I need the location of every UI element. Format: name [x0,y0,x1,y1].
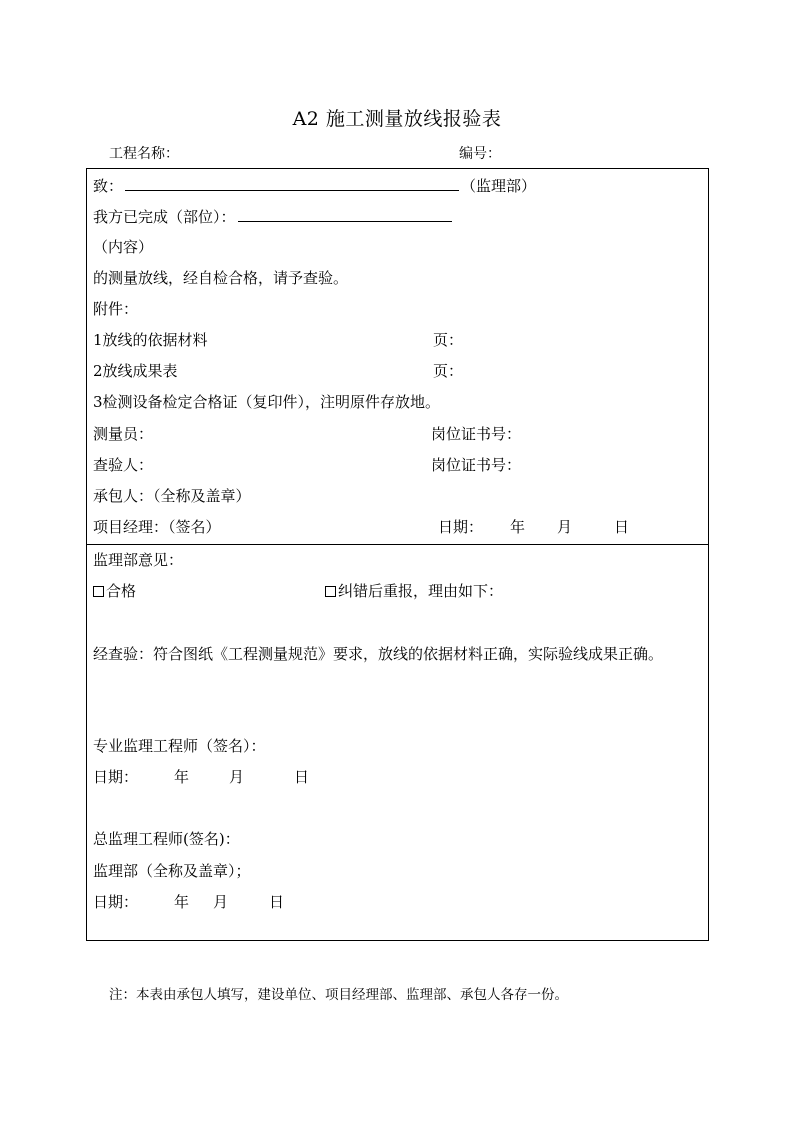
month-label: 月 [229,768,245,786]
pass-option-label: 合格 [106,582,137,600]
form-title: A2 施工测量放线报验表 [292,108,502,130]
correct-option-label: 纠错后重报，理由如下： [338,582,504,600]
opinion-label: 监理部意见： [93,551,184,569]
statement-text: 的测量放线，经自检合格，请予查验。 [93,269,349,287]
pass-checkbox[interactable] [93,586,104,597]
date-label: 日期： [438,518,484,536]
correct-checkbox[interactable] [325,586,336,597]
attachment-page-label: 页： [433,331,464,349]
footer-note: 注：本表由承包人填写，建设单位、项目经理部、监理部、承包人各存一份。 [109,987,568,1003]
to-suffix: （监理部） [461,177,537,195]
surveyor-label: 测量员： [93,425,154,443]
pass-option[interactable] [93,582,136,600]
supervision-dept-label: 监理部（全称及盖章）； [93,862,251,880]
serial-number-label: 编号： [459,146,501,162]
completed-row [93,207,454,226]
year-label: 年 [174,893,190,911]
date-label: 日期： [93,893,139,911]
completed-label: 我方已完成（部位）： [93,208,236,226]
month-label: 月 [557,518,573,536]
form-table [86,168,709,941]
year-label: 年 [510,518,526,536]
attachment-item: 1放线的依据材料 [93,331,208,349]
correct-option[interactable] [325,582,503,600]
day-label: 日 [614,518,630,536]
day-label: 日 [269,893,285,911]
addressee-field[interactable] [125,176,459,191]
project-name-label: 工程名称： [109,146,179,162]
attachment-page-label: 页： [433,362,464,380]
chief-engineer-label: 总监理工程师(签名)： [93,830,240,848]
check-result-text: 经查验：符合图纸《工程测量规范》要求，放线的依据材料正确，实际验线成果正确。 [93,645,664,663]
contractor-label: 承包人：（全称及盖章） [93,487,251,505]
engineer-signature-label: 专业监理工程师（签名）： [93,737,266,755]
date-label: 日期： [93,768,139,786]
attachment-item: 2放线成果表 [93,362,178,380]
attachments-label: 附件： [93,300,139,318]
project-manager-label: 项目经理：（签名） [93,518,221,536]
attachment-item: 3检测设备检定合格证（复印件），注明原件存放地。 [93,393,441,411]
year-label: 年 [174,768,190,786]
inspector-label: 查验人： [93,456,154,474]
day-label: 日 [294,768,310,786]
surveyor-cert-label: 岗位证书号： [431,425,522,443]
section-divider [87,544,708,545]
inspector-cert-label: 岗位证书号： [431,456,522,474]
location-field[interactable] [238,207,452,222]
month-label: 月 [213,893,229,911]
to-label: 致： [93,177,124,195]
content-label: （内容） [93,238,154,256]
addressee-row [93,176,536,195]
